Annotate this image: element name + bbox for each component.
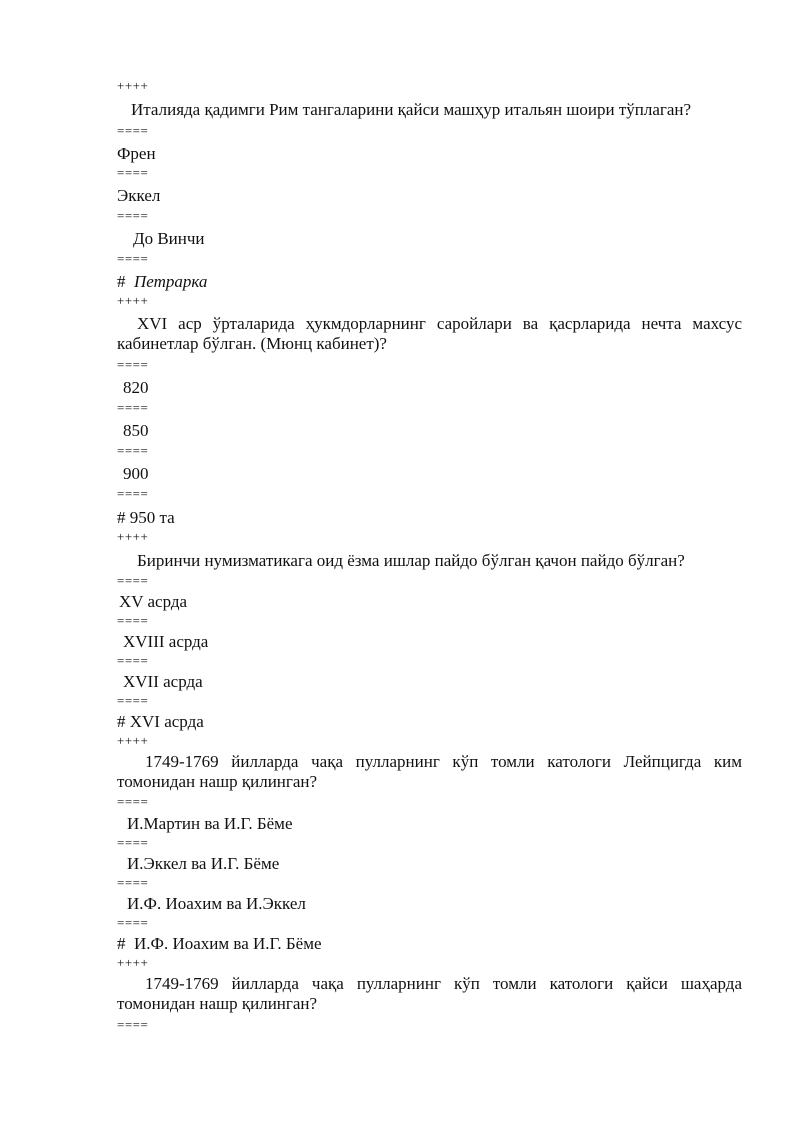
option-separator: ==== — [117, 165, 149, 180]
question-marker: ++++ — [117, 78, 149, 93]
option-text: 850 — [123, 421, 149, 440]
option-separator: ==== — [117, 875, 149, 890]
question-marker: ++++ — [117, 293, 149, 308]
question-marker: ++++ — [117, 733, 149, 748]
option-separator: ==== — [117, 123, 149, 138]
option-separator: ==== — [117, 251, 149, 266]
option-text: XVI асрда — [129, 712, 204, 731]
correct-option-line — [117, 934, 322, 954]
option-text: 950 та — [129, 508, 175, 527]
option-text: 900 — [123, 464, 149, 483]
option-separator: ==== — [117, 613, 149, 628]
option-text: XVII асрда — [123, 672, 203, 691]
option-separator: ==== — [117, 653, 149, 668]
option-text: Петрарка — [134, 272, 208, 291]
correct-option-line — [117, 508, 175, 528]
question-text-content: 1749-1769 йилларда чақа пулларнинг кўп томли катологи Лейпцигда ким томонидан нашр қилинган? — [117, 752, 742, 791]
question-marker: ++++ — [117, 529, 149, 544]
option-separator: ==== — [117, 1017, 149, 1032]
option-text: До Винчи — [133, 229, 205, 248]
option-text: Эккел — [117, 186, 161, 205]
correct-mark: # — [117, 272, 126, 291]
option-text: Френ — [117, 144, 156, 163]
question-text — [117, 752, 742, 792]
correct-mark: # — [117, 508, 126, 527]
question-text: Италияда қадимги Рим тангаларини қайси машҳур итальян шоири тўплаган? — [131, 100, 692, 119]
option-text: 820 — [123, 378, 149, 397]
correct-mark: # — [117, 934, 126, 953]
question-text-content: 1749-1769 йилларда чақа пулларнинг кўп томли катологи қайси шаҳарда томонидан нашр қилинган? — [117, 974, 742, 1013]
correct-mark: # — [117, 712, 126, 731]
option-separator: ==== — [117, 835, 149, 850]
option-separator: ==== — [117, 693, 149, 708]
option-separator: ==== — [117, 486, 149, 501]
question-text-content: XVI аср ўрталарида ҳукмдорларнинг саройлари ва қасрларида нечта махсус кабинетлар бўлган. (Мюнц кабинет)? — [117, 314, 742, 353]
option-separator: ==== — [117, 357, 149, 372]
question-text — [117, 314, 742, 354]
option-text: XVIII асрда — [123, 632, 209, 651]
question-text — [117, 974, 742, 1014]
option-text: И.Ф. Иоахим ва И.Эккел — [127, 894, 306, 913]
option-separator: ==== — [117, 208, 149, 223]
question-marker: ++++ — [117, 955, 149, 970]
option-separator: ==== — [117, 443, 149, 458]
option-text: И.Эккел ва И.Г. Бёме — [127, 854, 280, 873]
option-text: И.Мартин ва И.Г. Бёме — [127, 814, 293, 833]
option-separator: ==== — [117, 794, 149, 809]
option-text: И.Ф. Иоахим ва И.Г. Бёме — [134, 934, 322, 953]
option-separator: ==== — [117, 573, 149, 588]
question-text: Биринчи нумизматикага оид ёзма ишлар пайдо бўлган қачон пайдо бўлган? — [137, 551, 685, 570]
option-separator: ==== — [117, 400, 149, 415]
option-separator: ==== — [117, 915, 149, 930]
option-text: XV асрда — [119, 592, 188, 611]
correct-option-line — [117, 272, 207, 292]
correct-option-line — [117, 712, 204, 732]
